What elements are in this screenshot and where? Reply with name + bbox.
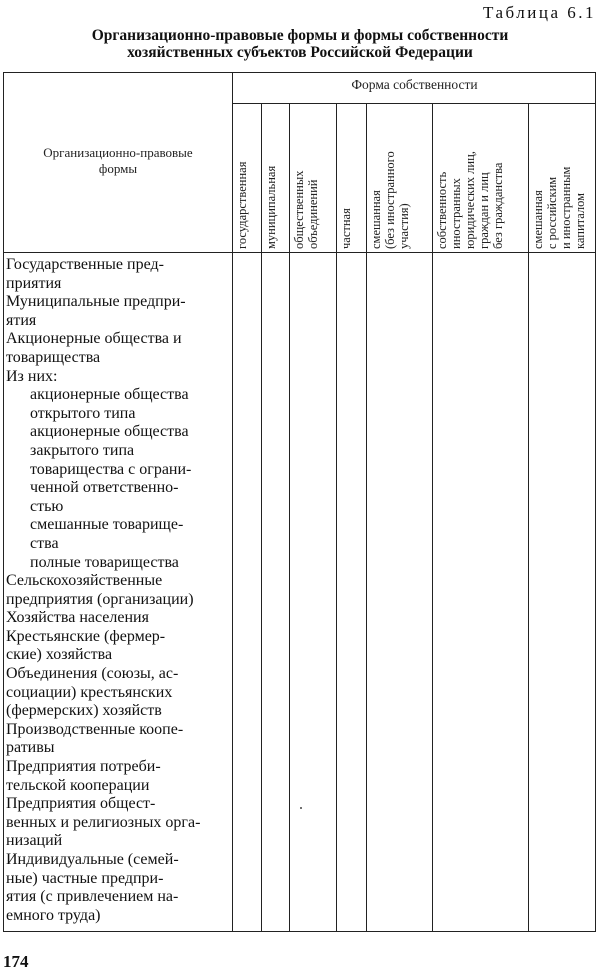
row-label-line: Предприятия общест- bbox=[6, 795, 156, 813]
row-label-line: Крестьянские (фермер- bbox=[6, 627, 166, 645]
ownership-column-header-line: муниципальная bbox=[264, 165, 278, 249]
ownership-column-header-line: государственная bbox=[235, 161, 249, 249]
table-row-label bbox=[6, 256, 234, 293]
row-label-line: акционерные общества bbox=[30, 386, 189, 404]
organization-forms-list bbox=[6, 256, 234, 925]
table-row-label bbox=[6, 758, 234, 795]
ownership-column-header-line: (без иностранного bbox=[383, 151, 397, 249]
row-label-line: ченной ответственно- bbox=[30, 479, 179, 497]
row-label-line: Производственные коопе- bbox=[6, 720, 184, 738]
ownership-column-header-line: без гражданства bbox=[491, 162, 505, 249]
row-label-line: низаций bbox=[6, 832, 63, 850]
row-label-line: емного труда) bbox=[6, 906, 101, 924]
ownership-column-header-line: граждан и лиц bbox=[477, 172, 491, 249]
row-header-line-2: формы bbox=[98, 161, 138, 176]
row-label-line: акционерные общества bbox=[30, 423, 189, 441]
table-row-label bbox=[6, 851, 234, 925]
table-row-label bbox=[6, 554, 234, 573]
row-label-line: открытого типа bbox=[30, 404, 136, 422]
ownership-column-header-line: частная bbox=[339, 208, 353, 249]
row-label-line: Индивидуальные (семей- bbox=[6, 851, 179, 868]
ownership-column-header-line: смешанная bbox=[531, 190, 545, 249]
table-number: Таблица 6.1 bbox=[483, 3, 596, 22]
row-label-line: тельской кооперации bbox=[6, 776, 150, 794]
row-label-line: закрытого типа bbox=[30, 441, 135, 459]
table-row-label bbox=[6, 330, 234, 367]
row-label-line: приятия bbox=[6, 274, 62, 292]
row-label-line: Сельскохозяйственные bbox=[6, 572, 163, 590]
row-label-line: Предприятия потреби- bbox=[6, 758, 161, 776]
row-label-line: ские) хозяйства bbox=[6, 646, 113, 664]
row-label-line: венных и религиозных орга- bbox=[6, 813, 201, 831]
ownership-column-header-line: общественных bbox=[292, 170, 306, 249]
row-label-line: Хозяйства населения bbox=[6, 609, 149, 627]
table-row-label bbox=[6, 628, 234, 665]
row-label-line: Государственные пред- bbox=[6, 256, 164, 273]
row-label-line: (фермерских) хозяйств bbox=[6, 702, 162, 720]
row-label-line: стью bbox=[30, 497, 64, 515]
row-label-line: ства bbox=[30, 534, 59, 552]
row-label-line: Из них: bbox=[6, 367, 58, 385]
header-bottom-rule bbox=[4, 252, 595, 253]
row-label-line: ятия (с привлечением на- bbox=[6, 888, 179, 906]
table-row-label bbox=[6, 609, 234, 628]
table-row-label bbox=[6, 516, 234, 553]
row-label-line: ные) частные предпри- bbox=[6, 869, 164, 887]
title-line-1: Организационно-правовые формы и формы собственности bbox=[91, 27, 509, 44]
ownership-column-header-line: смешанная bbox=[369, 190, 383, 249]
ownership-column-header-line: объединений bbox=[306, 179, 320, 249]
row-label-line: полные товарищества bbox=[30, 553, 179, 571]
table-row-label bbox=[6, 461, 234, 517]
page-number: 174 bbox=[3, 952, 29, 971]
col-divider-6 bbox=[528, 103, 529, 931]
col-divider-5 bbox=[432, 103, 433, 931]
table-row-label bbox=[6, 572, 234, 609]
table-title bbox=[0, 27, 600, 61]
ownership-column-header-line: капиталом bbox=[573, 192, 587, 249]
table-row-label bbox=[6, 386, 234, 423]
ownership-form-header: Форма собственности bbox=[351, 77, 478, 92]
table-row-label bbox=[6, 293, 234, 330]
ownership-column-header-line: участия) bbox=[397, 203, 411, 249]
ownership-column-header-line: и иностранным bbox=[559, 166, 573, 249]
row-header-line-1: Организационно-правовые bbox=[43, 145, 193, 160]
ownership-column-header bbox=[531, 109, 591, 249]
ownership-header-rule bbox=[232, 103, 595, 104]
ownership-column-header bbox=[435, 109, 505, 249]
row-label-line: ятия bbox=[6, 311, 37, 329]
row-label-line: предприятия (организации) bbox=[6, 590, 194, 608]
row-label-line: Объединения (союзы, ас- bbox=[6, 665, 179, 683]
ownership-column-header bbox=[369, 109, 429, 249]
row-label-line: товарищества bbox=[6, 348, 101, 366]
table-row-label bbox=[6, 721, 234, 758]
table-row-label bbox=[6, 795, 234, 851]
row-label-line: Муниципальные предпри- bbox=[6, 293, 186, 311]
title-line-2: хозяйственных субъектов Российской Федерации bbox=[127, 44, 473, 61]
row-label-line: Акционерные общества и bbox=[6, 330, 182, 348]
row-label-line: социации) крестьянских bbox=[6, 683, 173, 701]
ownership-column-header-line: собственность bbox=[435, 171, 449, 249]
ownership-column-header-line: юридических лиц, bbox=[463, 151, 477, 249]
ownership-column-header-line: иностранных bbox=[449, 178, 463, 249]
table-row-label bbox=[6, 368, 234, 387]
table-row-label bbox=[6, 665, 234, 721]
row-label-line: ративы bbox=[6, 739, 55, 757]
row-label-line: товарищества с ограни- bbox=[30, 460, 192, 478]
table-frame bbox=[3, 72, 596, 932]
table-row-label bbox=[6, 423, 234, 460]
print-speck bbox=[300, 807, 302, 809]
ownership-column-header-line: с российским bbox=[545, 176, 559, 249]
row-label-line: смешанные товарище- bbox=[30, 516, 184, 534]
row-header-label bbox=[4, 145, 232, 177]
